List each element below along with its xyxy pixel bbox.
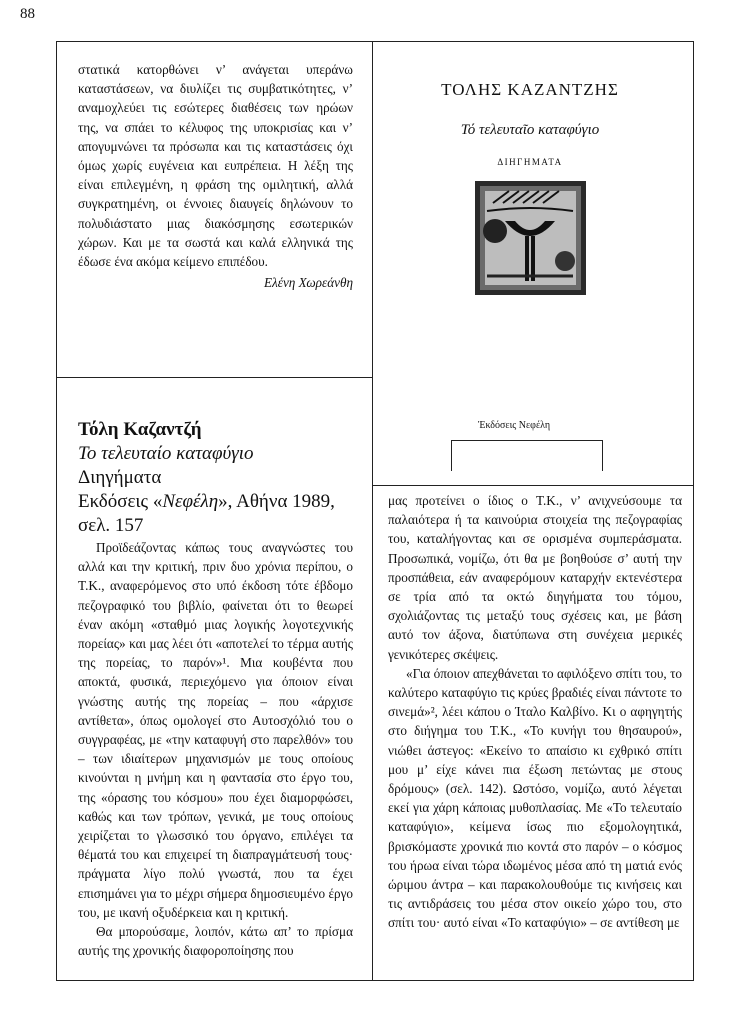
cover-artwork bbox=[475, 181, 586, 295]
cover-artwork-icon bbox=[475, 181, 586, 295]
review-paragraph: Θα μπορούσαμε, λοιπόν, κάτω απ’ το πρίσμα αυτής της χρονικής διαφοροποίησης που bbox=[78, 924, 353, 959]
review-paragraph: μας προτείνει ο ίδιος ο Τ.Κ., ν’ ανιχνεύσουμε τα παλαιότερα ή τα καινούρια στοιχεία της πεζογραφίας του, καταλήγοντας και σε ορισμένα συμπεράσματα. Προσωπικά, νομίζω, ότι θα με βοηθούσε σ’ αυτή την προσπάθεια, εάν αναφερόμουν καταρχήν εκτενέστερα σε τρία από τα οκτώ διηγήματα του τόμου, σχολιάζοντας τις μεταξύ τους σχέσεις και, με βάση αυτό τον άξονα, διατύπωνα στη συνέχεια μερικές γενικότερες σκέψεις. bbox=[388, 493, 682, 662]
cover-bottom-bracket bbox=[451, 440, 603, 471]
column-divider bbox=[372, 41, 373, 981]
book-info bbox=[78, 418, 368, 538]
book-pages: σελ. 157 bbox=[78, 515, 144, 536]
page-number: 88 bbox=[20, 6, 35, 22]
publisher-name: Νεφέλη bbox=[162, 491, 219, 512]
previous-review-ending bbox=[78, 60, 353, 292]
section-divider-left bbox=[56, 377, 372, 378]
review-column-left bbox=[78, 538, 353, 960]
publisher-prefix: Εκδόσεις « bbox=[78, 491, 163, 512]
review-signature: Ελένη Χωρεάνθη bbox=[263, 275, 353, 291]
cover-author: ΤΟΛΗΣ ΚΑΖΑΝΤΖΗΣ bbox=[441, 80, 619, 99]
book-cover bbox=[410, 70, 650, 295]
book-title: Το τελευταίο καταφύγιο bbox=[78, 443, 254, 464]
review-paragraph: Προϊδεάζοντας κάπως τους αναγνώστες του αλλά και την κριτική, πριν δυο χρόνια περίπου, ο Τ.Κ., αναφερόμενος στο υπό έκδοση τότε έβδομο πεζογραφικό του βιβλίο, φαίνεται ότι το θεωρεί έναν ακόμη «σταθμό μιας λογικής λογοτεχνικής πορείας» και μας λέει ότι «αποτελεί το τέρμα αυτής της πορείας, το παρόν»¹. Μια κουβέντα που αποκτά, φυσικά, περιεχόμενο για όποιον είναι γνώστης αυτής της πορείας – που «άρχισε αντίθετα», όπως ομολογεί στο Αυτοσχόλιό του ο συγγραφέας, με «την καταφυγή στο παρελθόν» του – των ιδιαίτερων μηχανισμών με τους οποίους κινούνται η μνήμη και η φαντασία στο έργο του, της «όρασης του κόσμου» που έχει διαμορφώσει, καθώς και των τρόπων, γενικά, με τους οποίους χειρίζεται το γλωσσικό του όργανο, επιλέγει τα θέματά του και επιχειρεί τη διαπραγμάτευσή τους· πράγματα λίγο πολύ γνωστά, που τα έχει επισημάνει για το μέχρι σήμερα δημοσιευμένο έργο του, με ικανή οξυδέρκεια και η κριτική. bbox=[78, 540, 353, 920]
review-column-right bbox=[388, 491, 682, 933]
cover-title: Τό τελευταῖο καταφύγιο bbox=[460, 122, 600, 138]
book-author: Τόλη Καζαντζή bbox=[78, 419, 202, 440]
publisher-suffix: », Αθήνα 1989, bbox=[218, 491, 335, 512]
section-divider-right bbox=[372, 485, 694, 486]
cover-publisher: Ἐκδόσεις Νεφέλη bbox=[478, 420, 551, 431]
review-paragraph: «Για όποιον απεχθάνεται το αφιλόξενο σπίτι του, το καλύτερο καταφύγιο τις κρύες βραδιές είναι πάντοτε το σινεμά»², λέει κάπου ο Ίταλο Καλβίνο. Κι ο αφηγητής στο διήγημα του Τ.Κ., «Το κυνήγι του θησαυρού», νιώθει άστεγος: «Εκείνο το απαίσιο κι εχθρικό σπίτι μου μ’ είχε κάνει πια έξωση πετώντας με στους δρόμους» (σελ. 142). Ωστόσο, νομίζω, αυτό λέγεται εκεί για χάρη κάποιας μυθοπλασίας. Με «Το τελευταίο καταφύγιο», κείμενα ίσως πιο εξομολογητικά, βρισκόμαστε χρονικά πιο κοντά στο παρόν – ο κόσμος του ήρωα είναι τώρα ιδωμένος μέσα από τη ματιά ενός ώριμου άντρα – και παρακολουθούμε τις κινήσεις και τις αντιδράσεις του μέσα στον οικείο χώρο του, στο σπίτι του· αυτό είναι «Το καταφύγιο» – σε αντίθεση με bbox=[388, 665, 682, 931]
previous-review-text: στατικά κατορθώνει ν’ ανάγεται υπεράνω καταστάσεων, να διυλίζει τις συμβατικότητες, ν’ αναμοχλεύει τις εσώτερες διαθέσεις των ηρώων της, να σπάει το κέλυφος της υποκρισίας και ν’ απογυμνώνει τα πρόσωπα και τις καταστάσεις όχι όμως χωρίς ευγένεια και ευπρέπεια. Η λέξη της είναι επιλεγμένη, η φράση της ομιλητική, αλλά συγκρατημένη, οι έννοιες διαυγείς δηλώνουν το πολυδιάστατο μιας διακόσμησης εσωτερικών χώρων. Και με τα σωστά και καλά ελληνικά της έδωσε ένα ακόμα κείμενο επιπέδου. bbox=[78, 62, 353, 270]
book-genre: Διηγήματα bbox=[78, 467, 162, 488]
cover-genre: ΔΙΗΓΗΜΑΤΑ bbox=[497, 157, 563, 167]
book-publisher bbox=[78, 490, 368, 514]
